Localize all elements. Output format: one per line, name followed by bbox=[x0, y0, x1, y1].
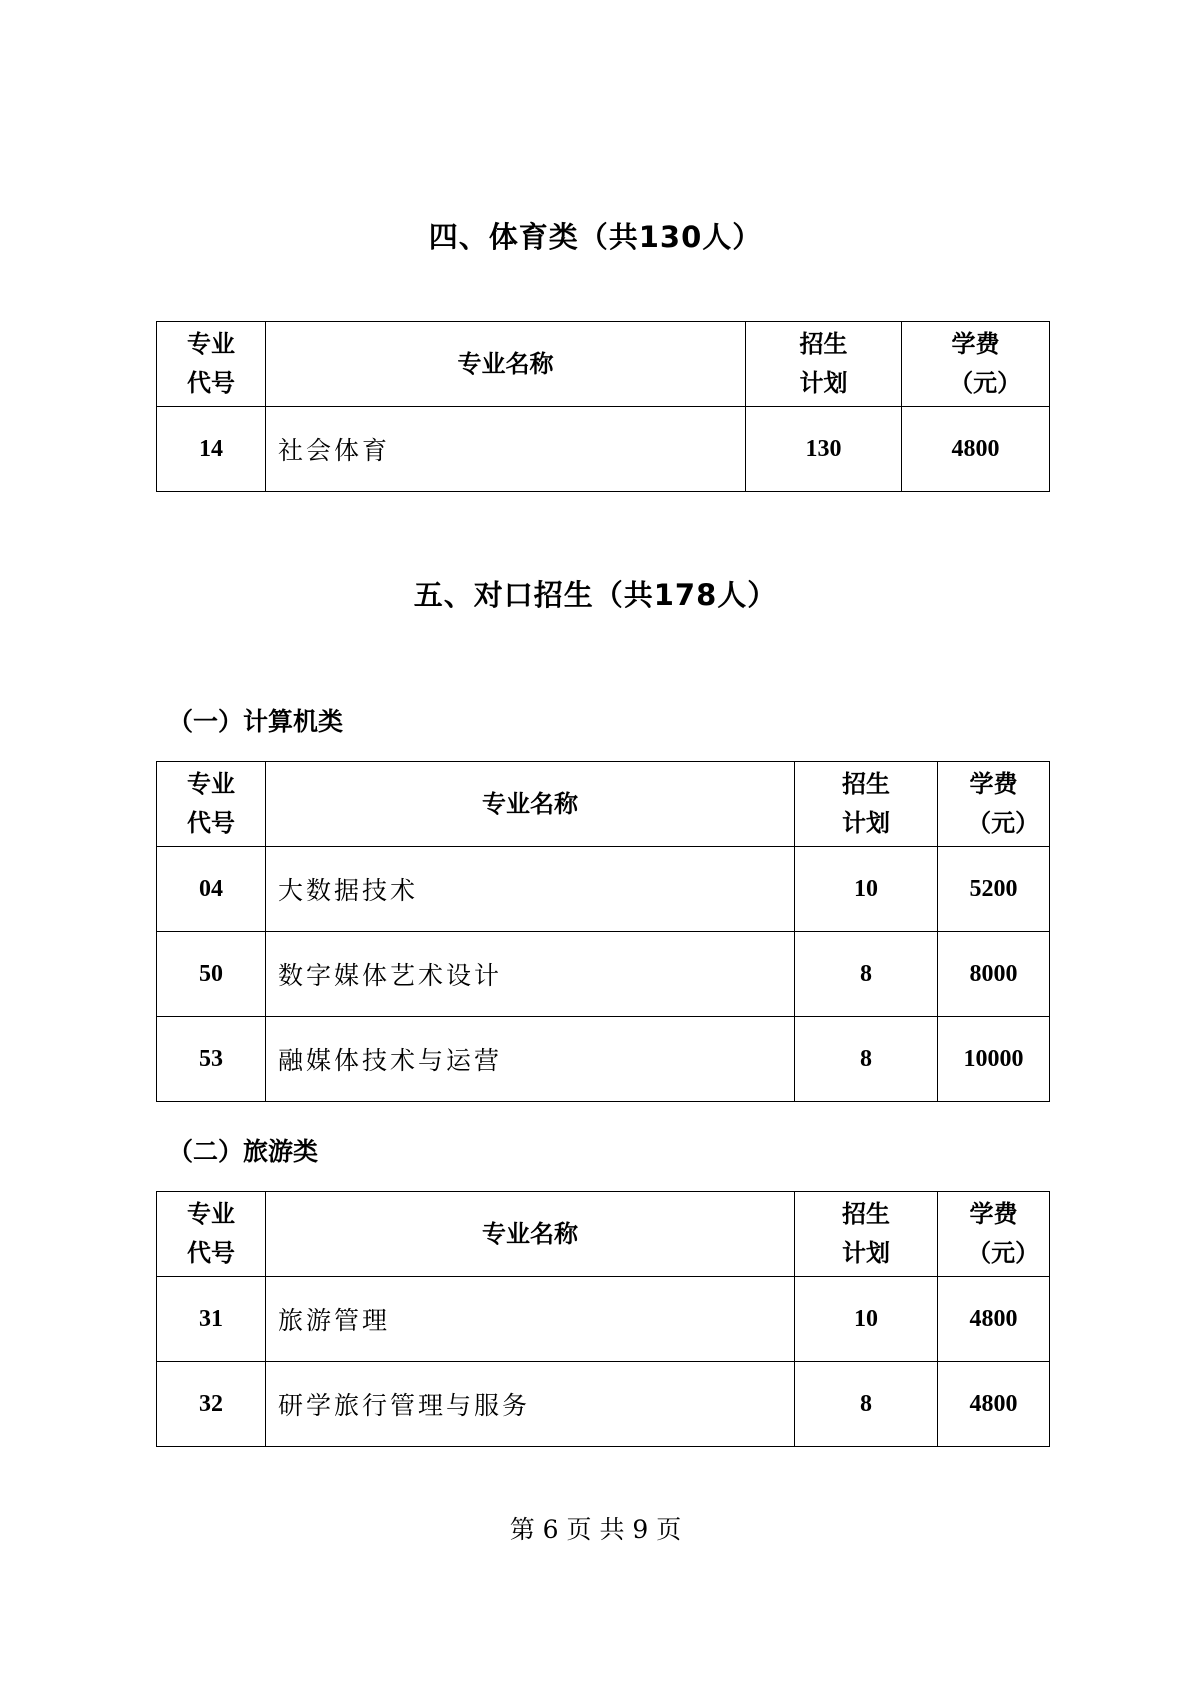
table-row bbox=[157, 1277, 1050, 1362]
header-name: 专业名称 bbox=[266, 322, 746, 407]
table-header-row bbox=[157, 322, 1050, 407]
header-code: 专业代号 bbox=[157, 1192, 266, 1277]
major-code: 53 bbox=[157, 1017, 266, 1102]
enrollment-plan: 10 bbox=[795, 847, 938, 932]
major-name: 研学旅行管理与服务 bbox=[266, 1362, 795, 1447]
section-heading-sports: 四、体育类（共130人） bbox=[428, 220, 763, 254]
header-plan: 招生计划 bbox=[795, 762, 938, 847]
table-row bbox=[157, 1017, 1050, 1102]
major-name: 旅游管理 bbox=[266, 1277, 795, 1362]
table-header-row bbox=[157, 762, 1050, 847]
subsection-title-tourism: （二）旅游类 bbox=[168, 1137, 319, 1166]
tourism-table bbox=[156, 1191, 1050, 1447]
major-code: 32 bbox=[157, 1362, 266, 1447]
tuition-fee: 4800 bbox=[938, 1277, 1050, 1362]
page-footer: 第 6 页 共 9 页 bbox=[509, 1515, 682, 1544]
tuition-fee: 8000 bbox=[938, 932, 1050, 1017]
header-code: 专业代号 bbox=[157, 762, 266, 847]
subsection-title-computer: （一）计算机类 bbox=[168, 707, 344, 736]
enrollment-plan: 130 bbox=[746, 407, 902, 492]
tuition-fee: 10000 bbox=[938, 1017, 1050, 1102]
header-name: 专业名称 bbox=[266, 1192, 795, 1277]
table-row bbox=[157, 932, 1050, 1017]
section-heading-vocational: 五、对口招生（共178人） bbox=[413, 578, 778, 612]
enrollment-plan: 8 bbox=[795, 1017, 938, 1102]
enrollment-plan: 8 bbox=[795, 932, 938, 1017]
header-fee: 学费（元） bbox=[938, 762, 1050, 847]
enrollment-plan: 10 bbox=[795, 1277, 938, 1362]
major-name: 数字媒体艺术设计 bbox=[266, 932, 795, 1017]
enrollment-plan: 8 bbox=[795, 1362, 938, 1447]
tuition-fee: 4800 bbox=[938, 1362, 1050, 1447]
major-name: 融媒体技术与运营 bbox=[266, 1017, 795, 1102]
major-name: 社会体育 bbox=[266, 407, 746, 492]
table-row bbox=[157, 1362, 1050, 1447]
header-fee: 学费（元） bbox=[938, 1192, 1050, 1277]
major-code: 04 bbox=[157, 847, 266, 932]
tuition-fee: 5200 bbox=[938, 847, 1050, 932]
tuition-fee: 4800 bbox=[902, 407, 1050, 492]
table-row bbox=[157, 847, 1050, 932]
major-code: 50 bbox=[157, 932, 266, 1017]
header-plan: 招生计划 bbox=[746, 322, 902, 407]
header-name: 专业名称 bbox=[266, 762, 795, 847]
sports-table bbox=[156, 321, 1050, 492]
table-header-row bbox=[157, 1192, 1050, 1277]
major-code: 14 bbox=[157, 407, 266, 492]
header-plan: 招生计划 bbox=[795, 1192, 938, 1277]
major-name: 大数据技术 bbox=[266, 847, 795, 932]
computer-table bbox=[156, 761, 1050, 1102]
header-fee: 学费（元） bbox=[902, 322, 1050, 407]
major-code: 31 bbox=[157, 1277, 266, 1362]
table-row bbox=[157, 407, 1050, 492]
header-code: 专业代号 bbox=[157, 322, 266, 407]
